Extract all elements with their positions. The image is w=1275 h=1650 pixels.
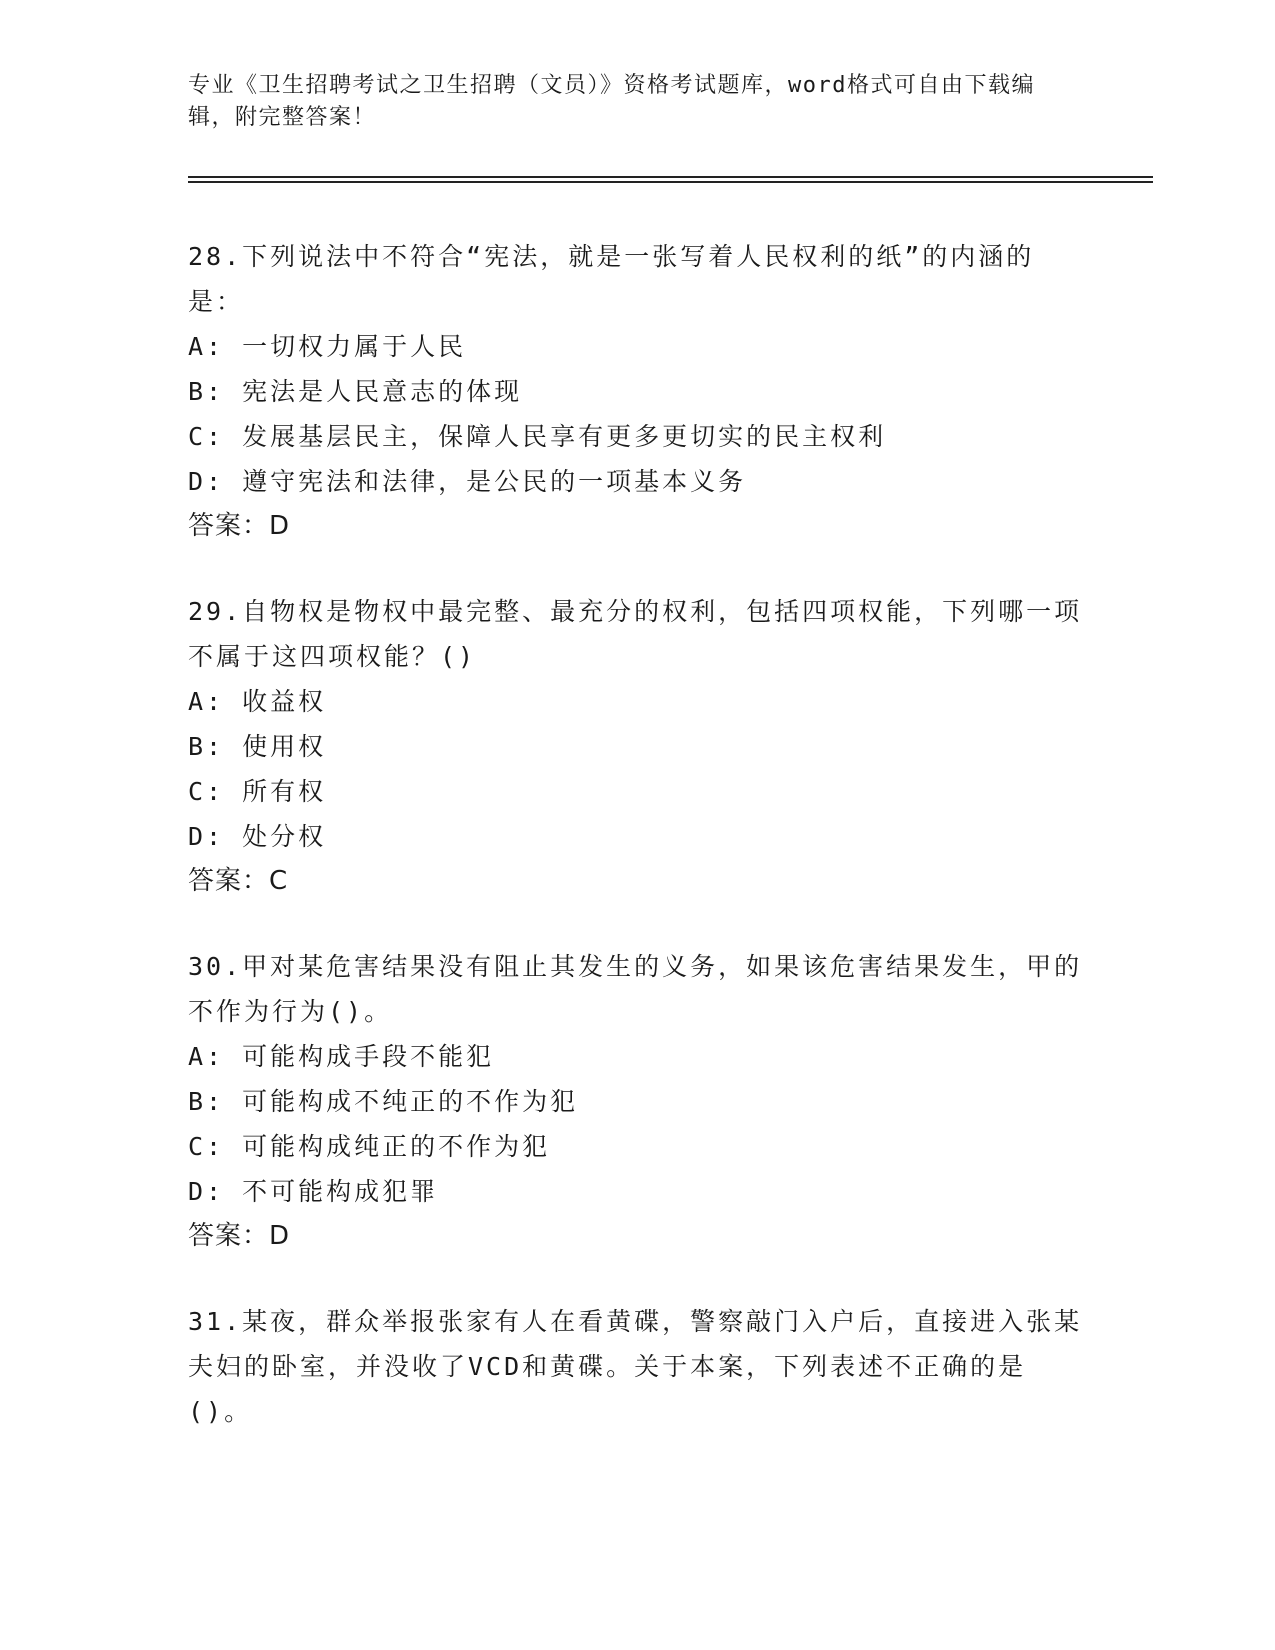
option-key: A:	[188, 332, 225, 361]
option-text: 可能构成不纯正的不作为犯	[242, 1087, 579, 1116]
option-key: C:	[188, 1132, 225, 1161]
question-30	[188, 944, 1088, 1259]
option-key: D:	[188, 1177, 225, 1206]
question-stem: 30.甲对某危害结果没有阻止其发生的义务，如果该危害结果发生，甲的不作为行为()。	[188, 952, 1083, 1026]
option-c	[188, 414, 1088, 459]
option-text: 宪法是人民意志的体现	[242, 377, 523, 406]
option-a	[188, 324, 1088, 369]
option-a	[188, 679, 1088, 724]
answer-label: 答案：	[188, 511, 270, 541]
answer-value: C	[269, 866, 289, 896]
option-text: 不可能构成犯罪	[242, 1177, 439, 1206]
answer-line	[188, 504, 1088, 549]
answer-line	[188, 1214, 1088, 1259]
option-key: A:	[188, 687, 225, 716]
option-text: 可能构成手段不能犯	[242, 1042, 495, 1071]
option-text: 可能构成纯正的不作为犯	[242, 1132, 551, 1161]
option-d	[188, 814, 1088, 859]
option-text: 处分权	[242, 822, 327, 851]
option-key: D:	[188, 467, 225, 496]
option-key: A:	[188, 1042, 225, 1071]
question-stem: 28.下列说法中不符合“宪法，就是一张写着人民权利的纸”的内涵的是：	[188, 242, 1035, 316]
question-29	[188, 589, 1088, 904]
option-d	[188, 1169, 1088, 1214]
option-text: 所有权	[242, 777, 327, 806]
question-list	[188, 234, 1088, 1474]
answer-label: 答案：	[188, 866, 270, 896]
option-text: 发展基层民主，保障人民享有更多更切实的民主权利	[242, 422, 887, 451]
option-key: C:	[188, 777, 225, 806]
question-stem: 29.自物权是物权中最完整、最充分的权利，包括四项权能，下列哪一项不属于这四项权能？()	[188, 597, 1083, 671]
header-divider-bottom	[188, 181, 1153, 183]
option-a	[188, 1034, 1088, 1079]
option-key: C:	[188, 422, 225, 451]
question-stem: 31.某夜，群众举报张家有人在看黄碟，警察敲门入户后，直接进入张某夫妇的卧室，并没收了VCD和黄碟。关于本案，下列表述不正确的是()。	[188, 1307, 1083, 1426]
option-c	[188, 769, 1088, 814]
answer-value: D	[269, 1221, 291, 1251]
document-header: 专业《卫生招聘考试之卫生招聘（文员）》资格考试题库，word格式可自由下载编辑，附完整答案！	[188, 73, 1035, 130]
header-divider-top	[188, 176, 1153, 178]
option-text: 使用权	[242, 732, 327, 761]
option-d	[188, 459, 1088, 504]
option-key: D:	[188, 822, 225, 851]
option-b	[188, 724, 1088, 769]
answer-label: 答案：	[188, 1221, 270, 1251]
option-b	[188, 1079, 1088, 1124]
option-b	[188, 369, 1088, 414]
option-text: 收益权	[242, 687, 327, 716]
option-text: 遵守宪法和法律，是公民的一项基本义务	[242, 467, 747, 496]
question-28	[188, 234, 1088, 549]
answer-line	[188, 859, 1088, 904]
option-key: B:	[188, 732, 225, 761]
option-key: B:	[188, 1087, 225, 1116]
option-c	[188, 1124, 1088, 1169]
answer-value: D	[269, 511, 291, 541]
option-text: 一切权力属于人民	[242, 332, 467, 361]
question-31	[188, 1299, 1088, 1434]
option-key: B:	[188, 377, 225, 406]
